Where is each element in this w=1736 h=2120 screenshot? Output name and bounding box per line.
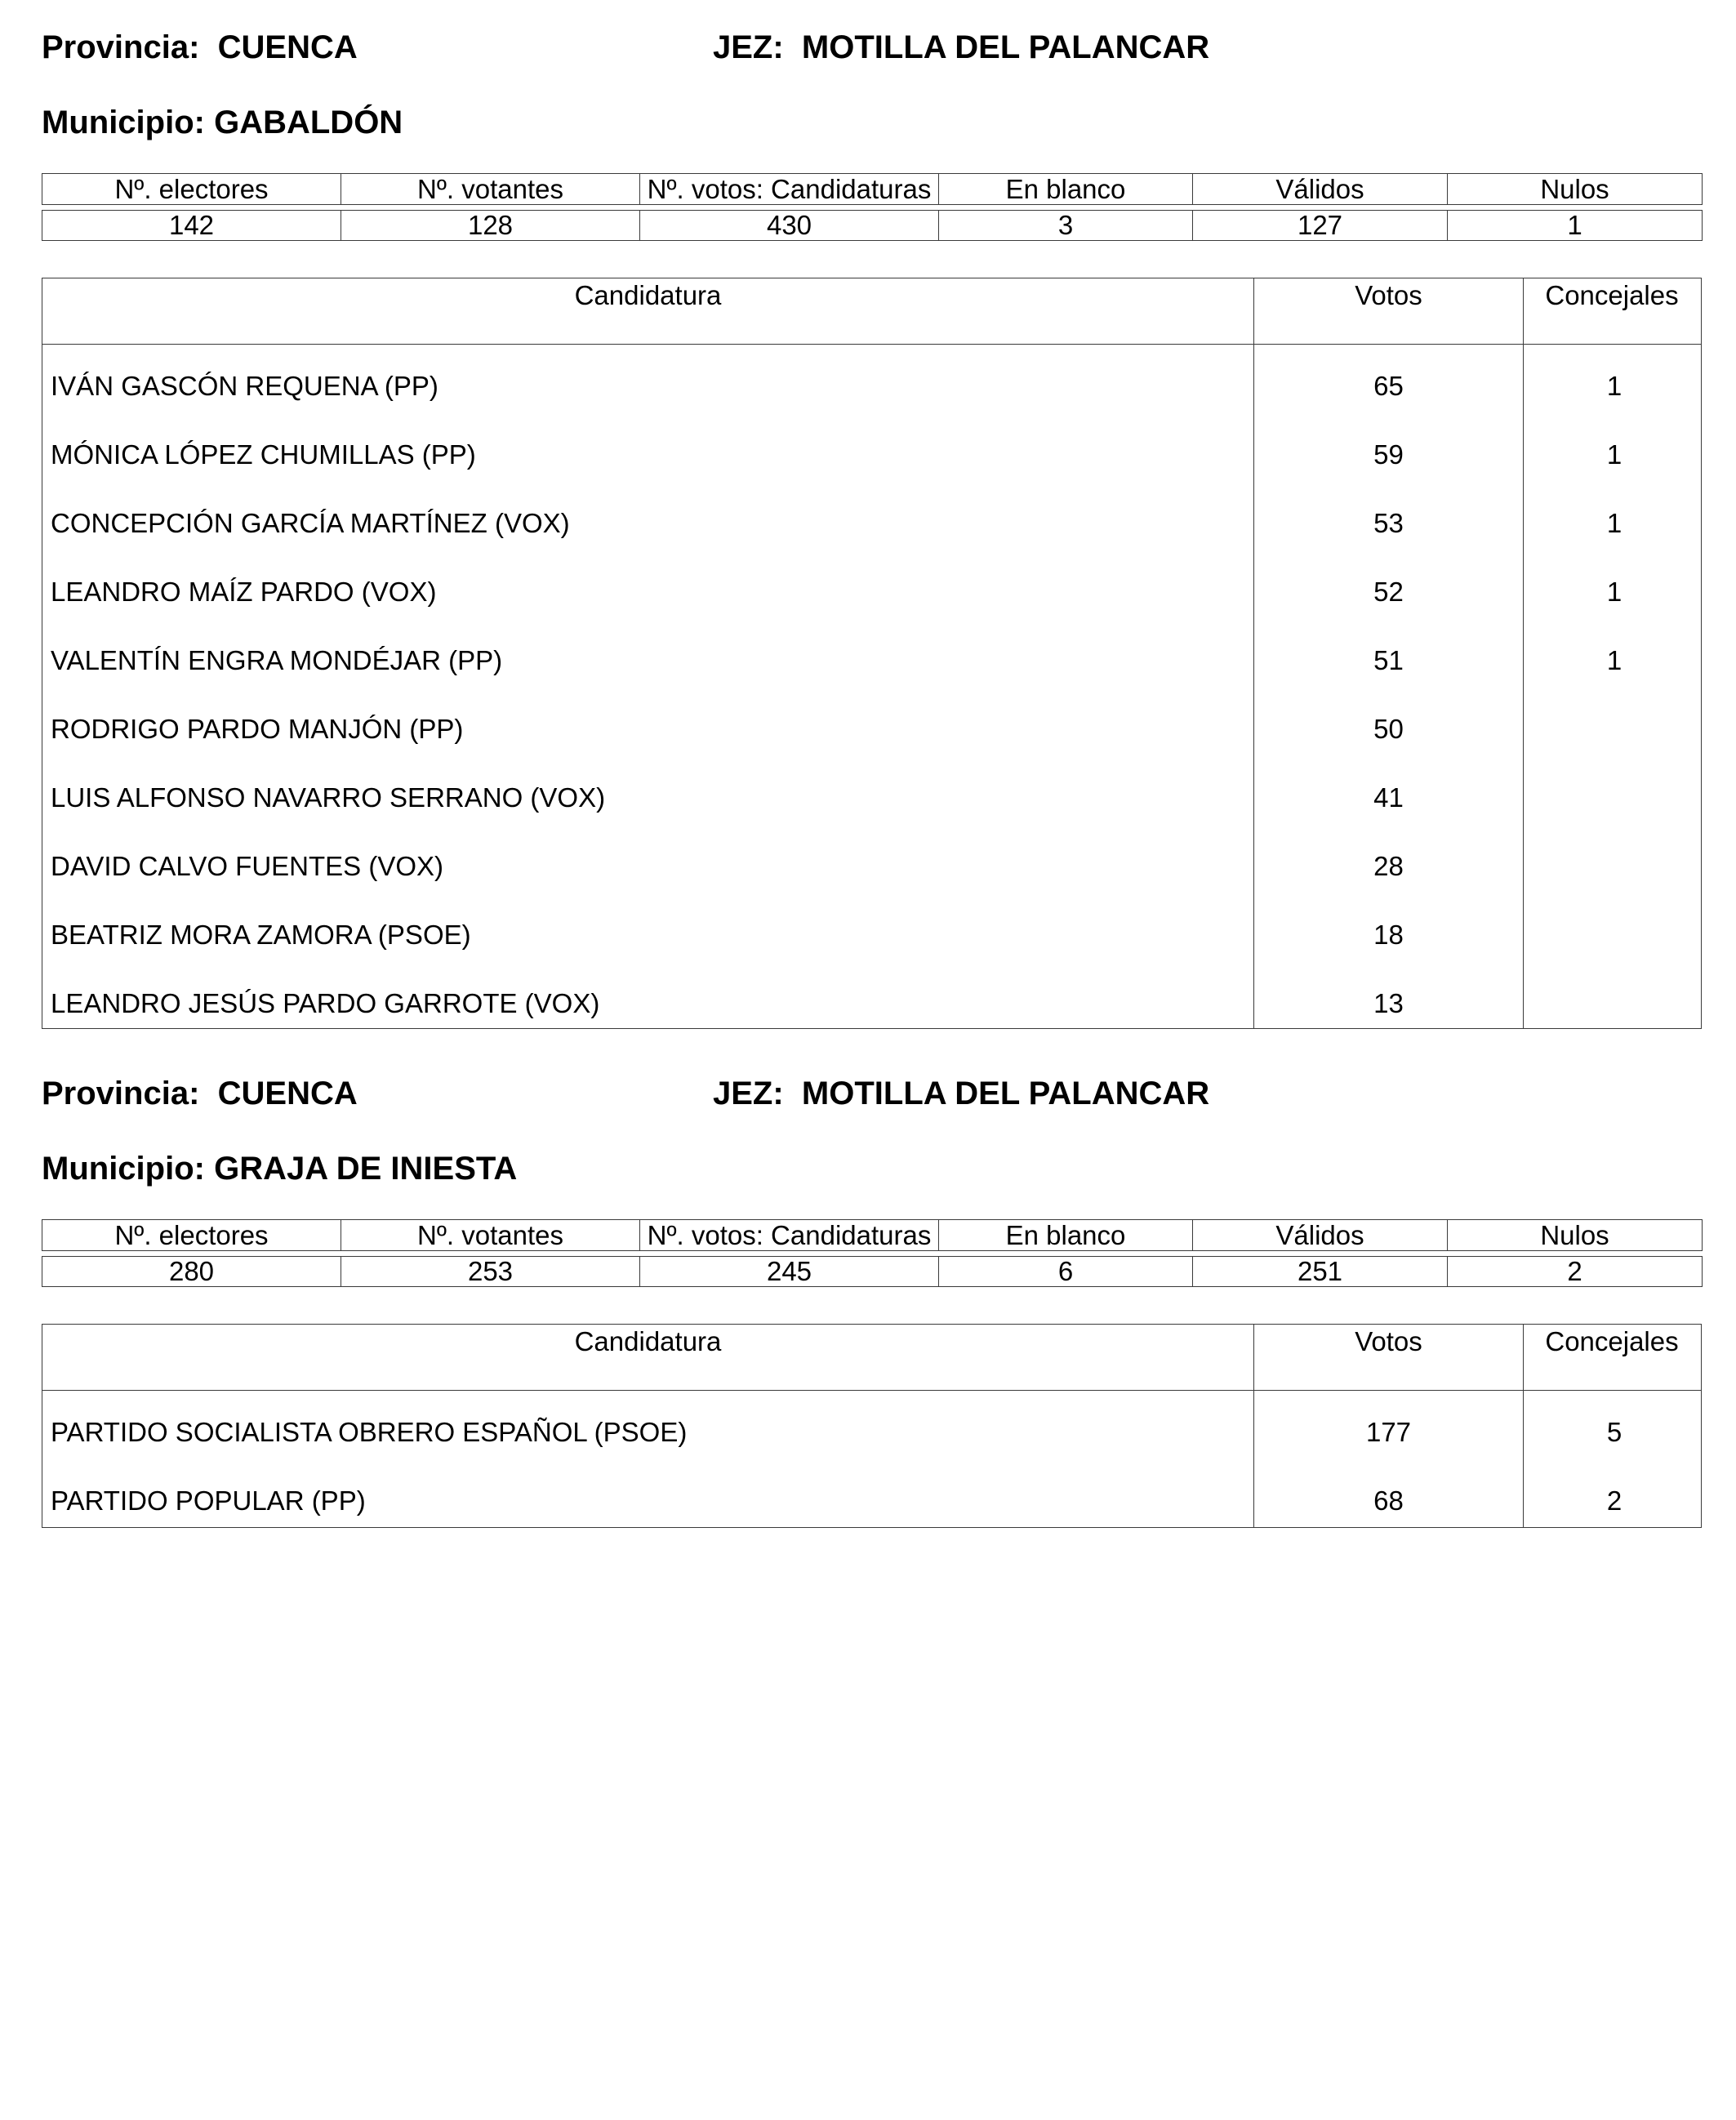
stats-header-en-blanco: En blanco: [939, 174, 1193, 205]
stats-value-row: [42, 211, 1703, 241]
candidate-votos: 53: [1373, 508, 1404, 538]
candidate-name: LUIS ALFONSO NAVARRO SERRANO (VOX): [51, 782, 606, 813]
stats-value-nulos: 1: [1448, 211, 1703, 241]
provincia-heading: [42, 31, 358, 64]
stats-value-row: [42, 1257, 1703, 1287]
candidate-concejales: [1524, 688, 1700, 756]
stats-value-votos-candidaturas: 245: [640, 1257, 939, 1287]
stats-header-row: [42, 174, 1703, 205]
stats-value-en-blanco: 3: [939, 211, 1193, 241]
results-header-candidatura: Candidatura: [42, 278, 1254, 344]
provincia-value: CUENCA: [217, 29, 358, 65]
municipio-heading: [42, 106, 403, 139]
candidate-votos: 18: [1373, 920, 1404, 950]
candidate-votos: 28: [1373, 851, 1404, 881]
municipio-label: Municipio:: [42, 105, 205, 140]
candidate-votos: 13: [1373, 988, 1404, 1018]
candidate-concejales: 1: [1606, 439, 1622, 470]
candidate-votos: 177: [1365, 1417, 1412, 1447]
stats-header-validos: Válidos: [1193, 1220, 1448, 1251]
stats-header-en-blanco: En blanco: [939, 1220, 1193, 1251]
candidate-votos-column: [1254, 1391, 1524, 1528]
results-header-votos: Votos: [1254, 1325, 1524, 1390]
municipio-label: Municipio:: [42, 1151, 205, 1187]
stats-header-votantes: Nº. votantes: [341, 174, 640, 205]
provincia-value: CUENCA: [217, 1076, 358, 1111]
stats-header-votos-candidaturas: Nº. votos: Candidaturas: [640, 174, 939, 205]
results-table: [42, 1324, 1702, 1528]
stats-table: [42, 1219, 1703, 1287]
candidate-name: DAVID CALVO FUENTES (VOX): [51, 851, 444, 881]
stats-header-validos: Válidos: [1193, 174, 1448, 205]
candidate-votos: 68: [1373, 1485, 1404, 1516]
candidate-concejales: 5: [1606, 1417, 1622, 1447]
candidate-name: RODRIGO PARDO MANJÓN (PP): [51, 714, 464, 744]
candidate-votos: 50: [1373, 714, 1404, 744]
stats-value-nulos: 2: [1448, 1257, 1703, 1287]
candidate-name: LEANDRO JESÚS PARDO GARROTE (VOX): [51, 988, 600, 1018]
candidate-votos: 52: [1373, 577, 1404, 607]
results-header-row: [42, 1325, 1701, 1391]
stats-value-validos: 251: [1193, 1257, 1448, 1287]
stats-value-votantes: 128: [341, 211, 640, 241]
candidate-concejales-column: [1524, 1391, 1700, 1528]
stats-header-nulos: Nulos: [1448, 1220, 1703, 1251]
stats-table: [42, 173, 1703, 241]
stats-header-electores: Nº. electores: [42, 174, 341, 205]
stats-header-nulos: Nulos: [1448, 174, 1703, 205]
stats-header-electores: Nº. electores: [42, 1220, 341, 1251]
results-header-row: [42, 278, 1701, 345]
candidate-concejales: [1524, 825, 1700, 893]
candidate-concejales: 1: [1606, 645, 1622, 675]
results-body: [42, 1391, 1701, 1528]
results-header-candidatura: Candidatura: [42, 1325, 1254, 1390]
candidate-name-column: [42, 345, 1254, 1029]
municipio-heading: [42, 1152, 517, 1185]
candidate-votos: 51: [1373, 645, 1404, 675]
candidate-votos: 41: [1373, 782, 1404, 813]
stats-header-votos-candidaturas: Nº. votos: Candidaturas: [640, 1220, 939, 1251]
results-table: [42, 278, 1702, 1029]
stats-value-validos: 127: [1193, 211, 1448, 241]
jez-heading: [713, 31, 1209, 64]
candidate-name-column: [42, 1391, 1254, 1528]
jez-value: MOTILLA DEL PALANCAR: [801, 1076, 1210, 1111]
results-body: [42, 345, 1701, 1029]
candidate-votos: 65: [1373, 371, 1404, 401]
stats-header-row: [42, 1220, 1703, 1251]
provincia-label: Provincia:: [42, 29, 200, 65]
stats-value-electores: 142: [42, 211, 341, 241]
candidate-concejales: 2: [1606, 1485, 1622, 1516]
results-header-votos: Votos: [1254, 278, 1524, 344]
jez-label: JEZ:: [713, 29, 784, 65]
stats-value-electores: 280: [42, 1257, 341, 1287]
candidate-name: VALENTÍN ENGRA MONDÉJAR (PP): [51, 645, 503, 675]
municipio-value: GRAJA DE INIESTA: [214, 1151, 518, 1187]
candidate-name: BEATRIZ MORA ZAMORA (PSOE): [51, 920, 471, 950]
candidate-votos-column: [1254, 345, 1524, 1029]
candidate-concejales: [1524, 893, 1700, 962]
jez-heading: [713, 1077, 1209, 1110]
candidate-concejales: 1: [1606, 508, 1622, 538]
candidate-name: IVÁN GASCÓN REQUENA (PP): [51, 371, 438, 401]
candidate-votos: 59: [1373, 439, 1404, 470]
candidate-concejales: [1524, 756, 1700, 825]
candidate-name: LEANDRO MAÍZ PARDO (VOX): [51, 577, 437, 607]
candidate-concejales: 1: [1606, 371, 1622, 401]
provincia-label: Provincia:: [42, 1076, 200, 1111]
results-header-concejales: Concejales: [1545, 280, 1679, 310]
stats-value-votantes: 253: [341, 1257, 640, 1287]
candidate-name: PARTIDO SOCIALISTA OBRERO ESPAÑOL (PSOE): [51, 1417, 688, 1447]
candidate-name: CONCEPCIÓN GARCÍA MARTÍNEZ (VOX): [51, 508, 570, 538]
municipio-value: GABALDÓN: [214, 105, 403, 140]
stats-header-votantes: Nº. votantes: [341, 1220, 640, 1251]
candidate-name: MÓNICA LÓPEZ CHUMILLAS (PP): [51, 439, 476, 470]
jez-value: MOTILLA DEL PALANCAR: [801, 29, 1210, 65]
provincia-heading: [42, 1077, 358, 1110]
stats-value-votos-candidaturas: 430: [640, 211, 939, 241]
jez-label: JEZ:: [713, 1076, 784, 1111]
candidate-name: PARTIDO POPULAR (PP): [51, 1485, 366, 1516]
candidate-concejales: 1: [1606, 577, 1622, 607]
results-header-concejales: Concejales: [1545, 1326, 1679, 1356]
stats-value-en-blanco: 6: [939, 1257, 1193, 1287]
candidate-concejales-column: [1524, 345, 1700, 1029]
candidate-concejales: [1524, 962, 1700, 1031]
